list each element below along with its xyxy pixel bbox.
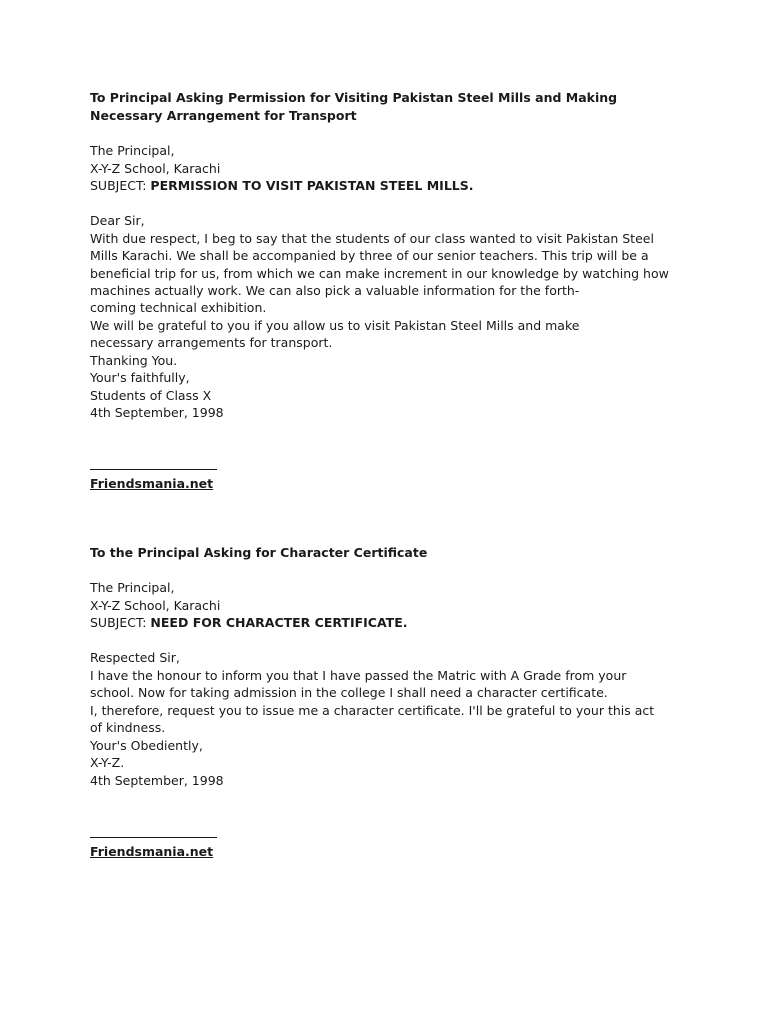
letter1-subject-text: PERMISSION TO VISIT PAKISTAN STEEL MILLS. — [150, 178, 474, 193]
letter2-subject-label: SUBJECT: — [90, 615, 151, 630]
letter1-signature: Students of Class X — [90, 388, 212, 403]
letter2-subject — [90, 614, 408, 631]
separator-rule — [90, 469, 217, 470]
letter2-salutation: Respected Sir, — [90, 650, 180, 665]
letter2-date: 4th September, 1998 — [90, 773, 224, 788]
friendsmania-link[interactable]: Friendsmania.net — [90, 844, 214, 859]
letter2-closing: Your's Obediently, — [90, 738, 203, 753]
letter1-body-line: machines actually work. We can also pick a valuable information for the forth- — [90, 283, 580, 298]
letter1-salutation: Dear Sir, — [90, 213, 145, 228]
letter1-recipient: The Principal, — [90, 143, 175, 158]
letter1-school: X-Y-Z School, Karachi — [90, 161, 221, 176]
letter2-signature: X-Y-Z. — [90, 755, 125, 770]
letter1-thanks: Thanking You. — [90, 353, 178, 368]
letter1-body-line: necessary arrangements for transport. — [90, 335, 333, 350]
letter1-body-line: We will be grateful to you if you allow us to visit Pakistan Steel Mills and make — [90, 318, 580, 333]
letter2-body-line: I have the honour to inform you that I have passed the Matric with A Grade from your — [90, 668, 627, 683]
letter2-title: To the Principal Asking for Character Certificate — [90, 545, 428, 560]
letter1-body-line: With due respect, I beg to say that the students of our class wanted to visit Pakistan Steel — [90, 231, 654, 246]
letter1-date: 4th September, 1998 — [90, 405, 224, 420]
letter1-body-line: Mills Karachi. We shall be accompanied by three of our senior teachers. This trip will be a — [90, 248, 649, 263]
separator-rule — [90, 837, 217, 838]
letter2-subject-text: NEED FOR CHARACTER CERTIFICATE. — [150, 615, 408, 630]
friendsmania-link[interactable]: Friendsmania.net — [90, 476, 214, 491]
letter1-title-line2: Necessary Arrangement for Transport — [90, 108, 357, 123]
letter2-school: X-Y-Z School, Karachi — [90, 598, 221, 613]
letter1-title-line1: To Principal Asking Permission for Visiting Pakistan Steel Mills and Making — [90, 90, 618, 105]
letter1-body-line: coming technical exhibition. — [90, 300, 267, 315]
letter1-subject-label: SUBJECT: — [90, 178, 151, 193]
letter1-closing: Your's faithfully, — [90, 370, 190, 385]
letter2-body-line: school. Now for taking admission in the college I shall need a character certificate. — [90, 685, 608, 700]
letter1-body-line: beneficial trip for us, from which we can make increment in our knowledge by watching how — [90, 266, 669, 281]
letter2-body-line: I, therefore, request you to issue me a character certificate. I'll be grateful to your this act — [90, 703, 655, 718]
letter2-recipient: The Principal, — [90, 580, 175, 595]
letter2-body-line: of kindness. — [90, 720, 166, 735]
letter1-subject — [90, 177, 474, 194]
